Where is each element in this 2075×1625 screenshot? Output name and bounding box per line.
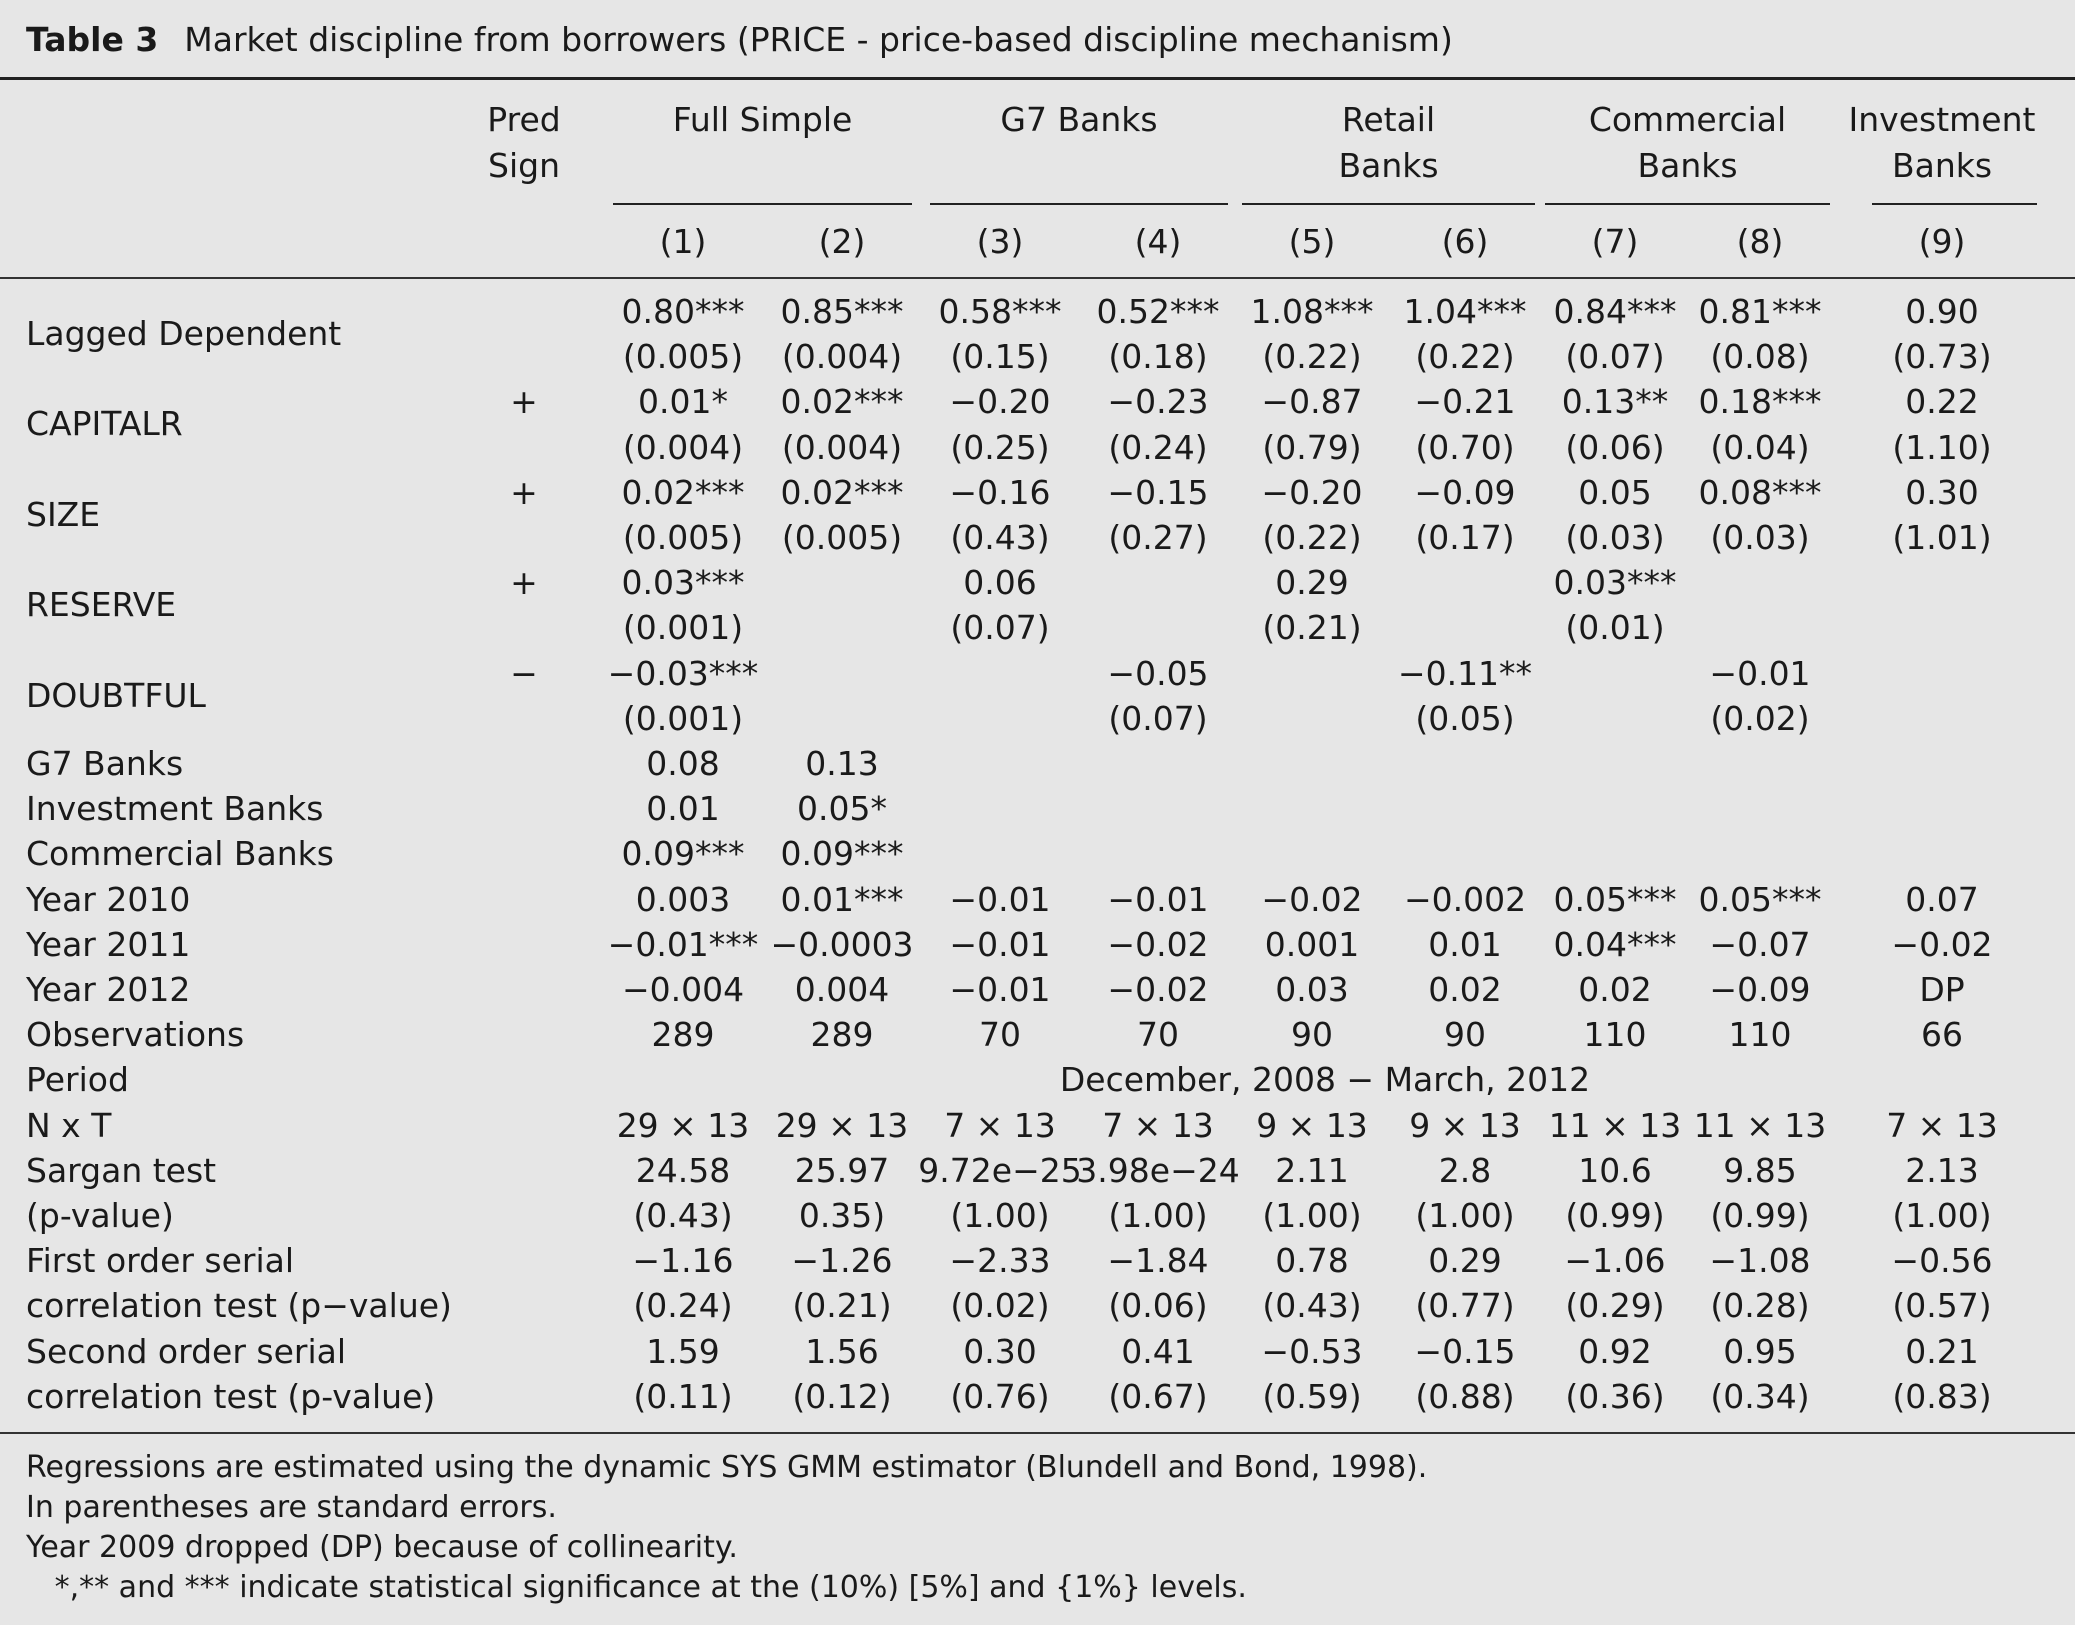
value-cell: (0.83) [1892, 1376, 1992, 1416]
value-cell: 0.01 [1428, 924, 1502, 964]
value-cell: −0.09 [1709, 970, 1811, 1009]
coefficient-cell: 0.02*** [780, 382, 904, 422]
std-error-cell: (0.04) [1710, 427, 1810, 467]
coefficient-cell: 0.81*** [1698, 292, 1822, 331]
pred-sign: + [510, 382, 538, 422]
row-label: Period [26, 1060, 129, 1100]
value-cell: 1.59 [646, 1331, 720, 1371]
value-cell: 0.09*** [621, 834, 745, 874]
row-label: CAPITALR [26, 404, 183, 444]
value-cell: 0.95 [1723, 1331, 1797, 1371]
note-line: *,** and *** indicate statistical significance at the (10%) [5%] and {1%} levels. [26, 1570, 1247, 1605]
value-cell: 29 × 13 [616, 1105, 750, 1145]
coefficient-cell: −0.20 [949, 382, 1051, 422]
coefficient-cell: 0.29 [1275, 563, 1349, 603]
pred-sign-header: Pred [487, 100, 561, 139]
coefficient-cell: −0.01 [1709, 653, 1811, 693]
value-cell: 0.001 [1264, 924, 1360, 964]
value-cell: 7 × 13 [944, 1105, 1056, 1145]
coefficient-cell: −0.21 [1414, 382, 1516, 422]
value-cell: −0.01 [1107, 879, 1209, 919]
value-cell: −0.02 [1107, 970, 1209, 1009]
value-cell: (0.99) [1710, 1196, 1810, 1235]
value-cell: 0.05*** [1698, 879, 1822, 919]
row-label: Observations [26, 1015, 245, 1055]
coefficient-cell: −0.09 [1414, 472, 1516, 512]
std-error-cell: (0.06) [1565, 427, 1665, 467]
coefficient-cell: 0.01* [638, 382, 728, 422]
row-label: Lagged Dependent [26, 314, 342, 353]
value-cell: 90 [1444, 1015, 1486, 1055]
value-cell: 0.01*** [780, 879, 904, 919]
value-cell: (0.06) [1108, 1286, 1208, 1326]
value-cell: 9.85 [1723, 1150, 1797, 1190]
column-group-header: Banks [1338, 146, 1439, 185]
table-bottom-rule [0, 1432, 2075, 1434]
value-cell: −0.01*** [607, 924, 759, 964]
std-error-cell: (0.004) [781, 337, 903, 377]
header-bottom-rule [0, 277, 2075, 279]
coefficient-cell: 1.08*** [1250, 292, 1374, 331]
value-cell: −1.16 [632, 1241, 734, 1281]
std-error-cell: (0.07) [1565, 337, 1665, 377]
value-cell: 0.04*** [1553, 924, 1677, 964]
value-cell: (0.36) [1565, 1376, 1665, 1416]
column-group-header: Banks [1891, 146, 1993, 185]
coefficient-cell: −0.16 [949, 472, 1051, 512]
std-error-cell: (0.005) [781, 518, 903, 557]
value-cell: (0.43) [633, 1196, 733, 1235]
value-cell: 0.78 [1275, 1241, 1349, 1281]
column-group-header: G7 Banks [1000, 100, 1158, 139]
value-cell: −0.15 [1414, 1331, 1516, 1371]
coefficient-cell: 0.30 [1905, 472, 1979, 512]
value-cell: 289 [651, 1015, 715, 1055]
std-error-cell: (0.05) [1415, 698, 1515, 738]
value-cell: 9 × 13 [1409, 1105, 1521, 1145]
group-underline [1242, 203, 1535, 205]
column-number: (9) [1918, 222, 1966, 261]
value-cell: 0.29 [1428, 1241, 1502, 1281]
value-cell: 110 [1583, 1015, 1647, 1055]
column-group-header: Investment [1848, 100, 2036, 139]
value-cell: 0.02 [1428, 970, 1502, 1009]
value-cell: (0.67) [1108, 1376, 1208, 1416]
column-number: (2) [818, 222, 866, 261]
pred-sign-header: Sign [488, 146, 560, 185]
coefficient-cell: −0.05 [1107, 653, 1209, 693]
value-cell: 1.56 [805, 1331, 879, 1371]
value-cell: (0.77) [1415, 1286, 1515, 1326]
value-cell: 0.21 [1905, 1331, 1979, 1371]
value-cell: (1.00) [1262, 1196, 1362, 1235]
pred-sign: + [510, 472, 538, 512]
std-error-cell: (0.07) [950, 608, 1050, 648]
coefficient-cell: −0.11** [1397, 653, 1533, 693]
coefficient-cell: −0.03*** [607, 653, 759, 693]
coefficient-cell: 0.02*** [621, 472, 745, 512]
coefficient-cell: 0.58*** [938, 292, 1062, 331]
row-label: Year 2011 [26, 924, 191, 964]
value-cell: 9 × 13 [1256, 1105, 1368, 1145]
value-cell: −0.02 [1107, 924, 1209, 964]
row-label: N x T [26, 1105, 112, 1145]
std-error-cell: (0.17) [1415, 518, 1515, 557]
value-cell: 0.02 [1578, 970, 1652, 1009]
coefficient-cell: 0.08*** [1698, 472, 1822, 512]
coefficient-cell: 0.13** [1561, 382, 1669, 422]
std-error-cell: (0.005) [622, 337, 744, 377]
std-error-cell: (1.10) [1892, 427, 1992, 467]
value-cell: 0.01 [646, 789, 720, 829]
group-underline [1545, 203, 1830, 205]
column-number: (5) [1288, 222, 1336, 261]
std-error-cell: (0.001) [622, 608, 744, 648]
coefficient-cell: −0.15 [1107, 472, 1209, 512]
value-cell: −0.0003 [770, 924, 914, 964]
coefficient-cell: 0.90 [1905, 292, 1979, 331]
row-label: Investment Banks [26, 789, 324, 829]
value-cell: −0.004 [621, 970, 745, 1009]
group-underline [613, 203, 912, 205]
value-cell: 70 [1137, 1015, 1179, 1055]
row-label: Commercial Banks [26, 834, 334, 874]
value-cell: 0.08 [646, 744, 720, 783]
value-cell: (1.00) [950, 1196, 1050, 1235]
table-notes [26, 1448, 1427, 1608]
value-cell: 70 [979, 1015, 1021, 1055]
coefficient-cell: 0.80*** [621, 292, 745, 331]
value-cell: 90 [1291, 1015, 1333, 1055]
std-error-cell: (0.001) [622, 698, 744, 738]
row-label: SIZE [26, 494, 101, 534]
std-error-cell: (0.43) [950, 518, 1050, 557]
coefficient-cell: 0.22 [1905, 382, 1979, 422]
std-error-cell: (0.79) [1262, 427, 1362, 467]
value-cell: (0.12) [792, 1376, 892, 1416]
value-cell: −2.33 [949, 1241, 1051, 1281]
value-cell: 2.13 [1905, 1150, 1979, 1190]
pred-sign: − [510, 653, 538, 693]
value-cell: (0.11) [633, 1376, 733, 1416]
value-cell: 289 [810, 1015, 874, 1055]
std-error-cell: (0.005) [622, 518, 744, 557]
std-error-cell: (0.27) [1108, 518, 1208, 557]
value-cell: (0.76) [950, 1376, 1050, 1416]
coefficient-cell: 0.85*** [780, 292, 904, 331]
value-cell: (0.99) [1565, 1196, 1665, 1235]
std-error-cell: (0.03) [1565, 518, 1665, 557]
coefficient-cell: −0.20 [1261, 472, 1363, 512]
value-cell: −0.02 [1891, 924, 1993, 964]
value-cell: 0.003 [635, 879, 731, 919]
std-error-cell: (0.004) [781, 427, 903, 467]
note-line: Year 2009 dropped (DP) because of collinearity. [26, 1530, 738, 1565]
value-cell: 0.03 [1275, 970, 1349, 1009]
coefficient-cell: 0.03*** [1553, 563, 1677, 603]
value-cell: 11 × 13 [1693, 1105, 1827, 1145]
std-error-cell: (0.07) [1108, 698, 1208, 738]
std-error-cell: (0.21) [1262, 608, 1362, 648]
std-error-cell: (0.70) [1415, 427, 1515, 467]
coefficient-cell: 0.18*** [1698, 382, 1822, 422]
value-cell: 0.30 [963, 1331, 1037, 1371]
value-cell: 2.11 [1275, 1150, 1349, 1190]
value-cell: 29 × 13 [775, 1105, 909, 1145]
value-cell: (0.88) [1415, 1376, 1515, 1416]
row-label: Second order serial [26, 1331, 347, 1371]
value-cell: 3.98e−24 [1076, 1150, 1240, 1190]
value-cell: (0.28) [1710, 1286, 1810, 1326]
value-cell: DP [1919, 970, 1965, 1009]
std-error-cell: (0.25) [950, 427, 1050, 467]
coefficient-cell: 0.06 [963, 563, 1037, 603]
value-cell: −0.002 [1403, 879, 1527, 919]
table-title: Market discipline from borrowers (PRICE - price-based discipline mechanism) [184, 20, 1453, 59]
value-cell: −1.08 [1709, 1241, 1811, 1281]
value-cell: 11 × 13 [1548, 1105, 1682, 1145]
value-cell: (0.57) [1892, 1286, 1992, 1326]
value-cell: 110 [1728, 1015, 1792, 1055]
note-line: Regressions are estimated using the dynamic SYS GMM estimator (Blundell and Bond, 1998). [26, 1450, 1428, 1485]
value-cell: −0.07 [1709, 924, 1811, 964]
value-cell: 7 × 13 [1102, 1105, 1214, 1145]
std-error-cell: (0.01) [1565, 608, 1665, 648]
value-cell: 0.09*** [780, 834, 904, 874]
value-cell: (0.29) [1565, 1286, 1665, 1326]
value-cell: −0.01 [949, 970, 1051, 1009]
value-cell: (0.59) [1262, 1376, 1362, 1416]
coefficient-cell: 0.02*** [780, 472, 904, 512]
coefficient-cell: 0.52*** [1096, 292, 1220, 331]
coefficient-cell: 1.04*** [1403, 292, 1527, 331]
value-cell: 66 [1921, 1015, 1963, 1055]
value-cell: −0.53 [1261, 1331, 1363, 1371]
value-cell: 0.92 [1578, 1331, 1652, 1371]
coefficient-cell: −0.23 [1107, 382, 1209, 422]
value-cell: 0.05*** [1553, 879, 1677, 919]
value-cell: 2.8 [1438, 1150, 1492, 1190]
std-error-cell: (0.22) [1415, 337, 1515, 377]
value-cell: 24.58 [635, 1150, 731, 1190]
value-cell: 25.97 [794, 1150, 890, 1190]
value-cell: 0.35) [798, 1196, 886, 1235]
value-cell: (1.00) [1108, 1196, 1208, 1235]
row-label: (p-value) [26, 1196, 174, 1235]
row-label: Year 2010 [26, 879, 191, 919]
column-group-header: Full Simple [672, 100, 853, 139]
group-underline [930, 203, 1228, 205]
column-group-header: Banks [1637, 146, 1738, 185]
value-cell: 9.72e−25 [918, 1150, 1082, 1190]
std-error-cell: (0.24) [1108, 427, 1208, 467]
value-cell: 0.05* [797, 789, 887, 829]
std-error-cell: (0.15) [950, 337, 1050, 377]
value-cell: (0.24) [633, 1286, 733, 1326]
value-cell: −0.02 [1261, 879, 1363, 919]
value-cell: (0.21) [792, 1286, 892, 1326]
column-number: (7) [1591, 222, 1639, 261]
value-cell: 0.004 [794, 970, 890, 1009]
std-error-cell: (0.22) [1262, 518, 1362, 557]
period-cell: December, 2008 − March, 2012 [1059, 1060, 1591, 1100]
value-cell: −0.56 [1891, 1241, 1993, 1281]
coefficient-cell: 0.05 [1578, 472, 1652, 512]
note-line: In parentheses are standard errors. [26, 1490, 557, 1525]
value-cell: −1.26 [791, 1241, 893, 1281]
column-number: (4) [1134, 222, 1182, 261]
row-label: First order serial [26, 1241, 295, 1281]
column-number: (1) [659, 222, 707, 261]
value-cell: −0.01 [949, 924, 1051, 964]
group-underline [1872, 203, 2037, 205]
value-cell: −0.01 [949, 879, 1051, 919]
value-cell: (0.02) [950, 1286, 1050, 1326]
std-error-cell: (0.004) [622, 427, 744, 467]
value-cell: −1.84 [1107, 1241, 1209, 1281]
row-label: correlation test (p-value) [26, 1376, 436, 1416]
table-caption [0, 0, 2075, 80]
pred-sign: + [510, 563, 538, 603]
table-label: Table 3 [26, 20, 159, 59]
std-error-cell: (0.18) [1108, 337, 1208, 377]
row-label: correlation test (p−value) [26, 1286, 452, 1326]
coefficient-cell: −0.87 [1261, 382, 1363, 422]
column-number: (8) [1736, 222, 1784, 261]
value-cell: 0.07 [1905, 879, 1979, 919]
value-cell: (1.00) [1892, 1196, 1992, 1235]
std-error-cell: (0.08) [1710, 337, 1810, 377]
value-cell: 0.41 [1121, 1331, 1195, 1371]
value-cell: (0.43) [1262, 1286, 1362, 1326]
std-error-cell: (0.22) [1262, 337, 1362, 377]
column-group-header: Retail [1341, 100, 1436, 139]
coefficient-cell: 0.03*** [621, 563, 745, 603]
column-number: (6) [1441, 222, 1489, 261]
row-label: Sargan test [26, 1150, 217, 1190]
value-cell: −1.06 [1564, 1241, 1666, 1281]
value-cell: (1.00) [1415, 1196, 1515, 1235]
std-error-cell: (0.03) [1710, 518, 1810, 557]
coefficient-cell: 0.84*** [1553, 292, 1677, 331]
value-cell: (0.34) [1710, 1376, 1810, 1416]
row-label: G7 Banks [26, 744, 184, 783]
row-label: DOUBTFUL [26, 675, 206, 715]
column-group-header: Commercial [1588, 100, 1787, 139]
value-cell: 0.13 [805, 744, 879, 783]
value-cell: 10.6 [1578, 1150, 1652, 1190]
std-error-cell: (0.02) [1710, 698, 1810, 738]
std-error-cell: (1.01) [1892, 518, 1992, 557]
value-cell: 7 × 13 [1886, 1105, 1998, 1145]
row-label: RESERVE [26, 585, 177, 625]
row-label: Year 2012 [26, 970, 191, 1009]
std-error-cell: (0.73) [1892, 337, 1992, 377]
column-number: (3) [976, 222, 1024, 261]
